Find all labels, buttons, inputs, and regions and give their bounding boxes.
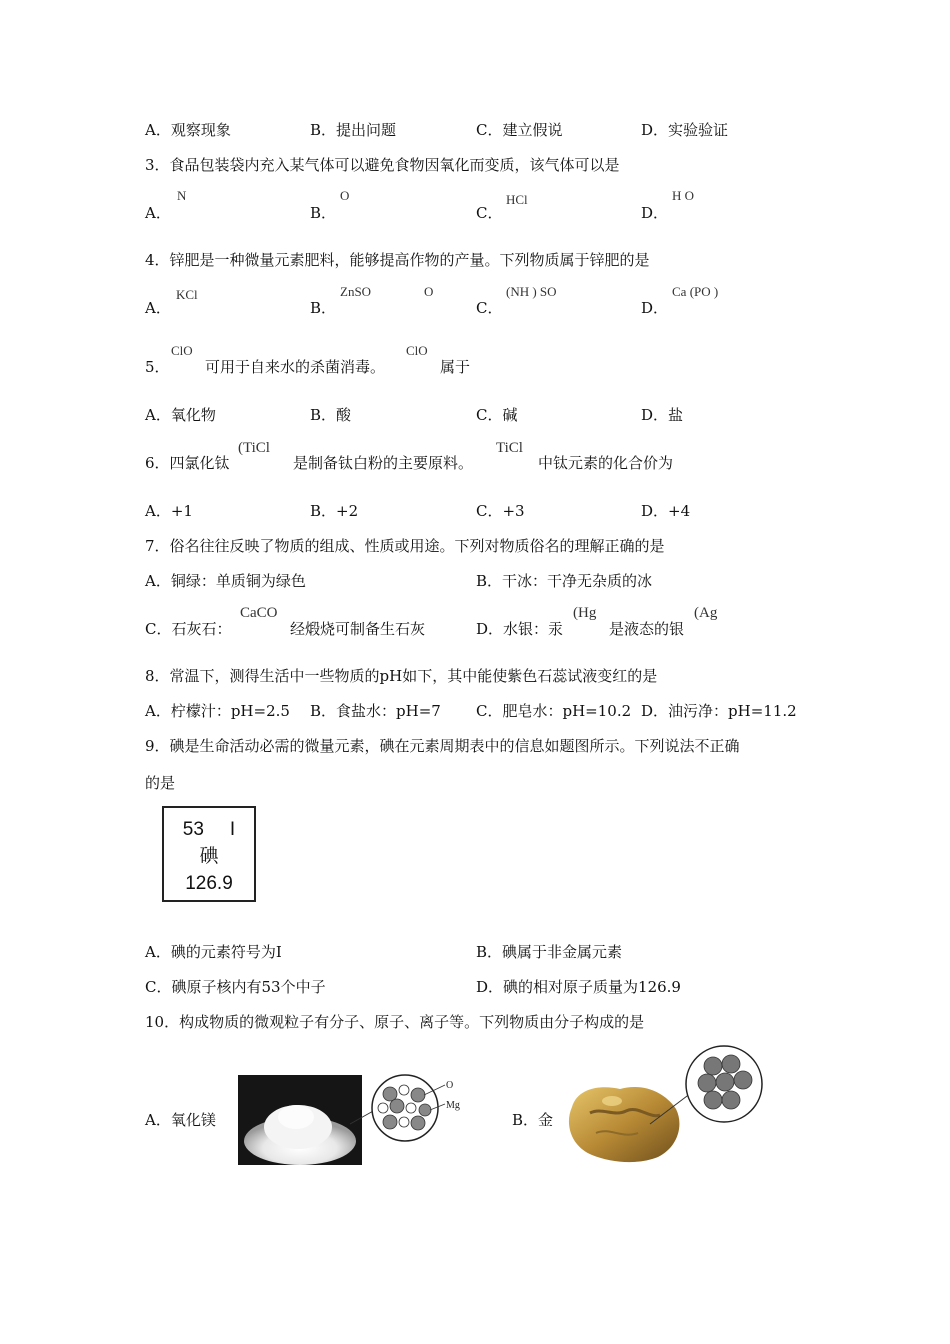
q7-option-c-1: C．石灰石：	[145, 620, 232, 638]
q5-stem-end: 属于	[440, 358, 471, 376]
q6-formula-2: TiCl	[496, 440, 523, 456]
magnesium-ion-label: Mg	[446, 1100, 460, 1111]
q5-formula-1: ClO	[171, 343, 193, 358]
q4-option-d: D．	[641, 299, 669, 317]
q7-option-a: A．铜绿：单质铜为绿色	[145, 572, 306, 590]
q3-formula-d: H O	[672, 188, 695, 203]
q7-stem: 7．俗名往往反映了物质的组成、性质或用途。下列对物质俗名的理解正确的是	[145, 537, 665, 555]
q7-formula-d-2: (Ag	[694, 605, 718, 621]
q3-formula-b: O	[340, 188, 350, 203]
q9-option-a: A．碘的元素符号为I	[145, 943, 282, 961]
q3-formula-a: N	[177, 188, 187, 203]
q6-option-d: D．+4	[641, 502, 691, 520]
q4-option-b: B．	[310, 299, 337, 317]
q6-option-a: A．+1	[145, 502, 193, 520]
q10-stem: 10．构成物质的微观粒子有分子、原子、离子等。下列物质由分子构成的是	[145, 1013, 645, 1031]
q7-option-b: B．干冰：干净无杂质的冰	[476, 572, 653, 590]
q9-stem-line-2: 的是	[145, 774, 176, 792]
q9-option-c: C．碘原子核内有53个中子	[145, 978, 326, 996]
q9-option-d: D．碘的相对原子质量为126.9	[476, 978, 681, 996]
periodic-table-cell	[162, 806, 256, 902]
q7-formula-d-1: (Hg	[573, 605, 597, 621]
element-name: 碘	[199, 846, 219, 867]
q9-stem-line-1: 9．碘是生命活动必需的微量元素，碘在元素周期表中的信息如题图所示。下列说法不正确	[145, 737, 740, 755]
q4-option-c: C．	[476, 299, 503, 317]
q3-option-c: C．	[476, 204, 503, 222]
q7-formula-c: CaCO	[240, 605, 278, 621]
q6-stem: 6．四氯化钛	[145, 454, 230, 472]
magnesium-oxide-ion-diagram	[345, 1068, 510, 1148]
q4-formula-d: Ca (PO )	[672, 284, 719, 299]
q3-stem: 3．食品包装袋内充入某气体可以避免食物因氧化而变质，该气体可以是	[145, 156, 620, 174]
oxide-ion-label: O	[446, 1080, 454, 1091]
q6-option-c: C．+3	[476, 502, 525, 520]
q10-option-a: A．氧化镁	[145, 1111, 216, 1129]
q4-formula-b-1: ZnSO	[340, 284, 372, 299]
q10-option-b: B．金	[512, 1111, 554, 1129]
q8-option-c: C．肥皂水：pH=10.2	[476, 702, 632, 720]
q4-stem: 4．锌肥是一种微量元素肥料，能够提高作物的产量。下列物质属于锌肥的是	[145, 251, 650, 269]
q2-option-b: B．提出问题	[310, 121, 397, 139]
q4-formula-c: (NH ) SO	[506, 284, 557, 299]
q4-option-a: A．	[145, 299, 171, 317]
q7-option-d-2: 是液态的银	[609, 620, 685, 638]
q3-option-b: B．	[310, 204, 337, 222]
q3-option-d: D．	[641, 204, 669, 222]
q5-option-a: A．氧化物	[145, 406, 216, 424]
q6-formula-1: (TiCl	[238, 440, 270, 456]
q5-formula-2: ClO	[406, 343, 428, 358]
q3-formula-c: HCl	[506, 192, 528, 207]
q6-option-b: B．+2	[310, 502, 359, 520]
q8-option-b: B．食盐水：pH=7	[310, 702, 441, 720]
q2-option-c: C．建立假说	[476, 121, 563, 139]
magnesium-oxide-powder-image	[238, 1075, 362, 1165]
q4-formula-a: KCl	[176, 287, 198, 302]
q9-option-b: B．碘属于非金属元素	[476, 943, 623, 961]
atomic-number: 53	[182, 819, 204, 840]
q8-stem: 8．常温下，测得生活中一些物质的pH如下，其中能使紫色石蕊试液变红的是	[145, 667, 658, 685]
q4-formula-b-2: O	[424, 284, 434, 299]
q2-option-a: A．观察现象	[145, 121, 231, 139]
atomic-mass: 126.9	[185, 873, 233, 894]
q2-option-d: D．实验验证	[641, 121, 729, 139]
q5-number: 5．	[145, 358, 170, 376]
q8-option-a: A．柠檬汁：pH=2.5	[145, 702, 290, 720]
q5-option-d: D．盐	[641, 406, 684, 424]
q6-stem-end: 中钛元素的化合价为	[538, 454, 674, 472]
q7-option-c-2: 经煅烧可制备生石灰	[290, 620, 426, 638]
element-symbol: I	[229, 819, 236, 840]
q5-stem-middle: 可用于自来水的杀菌消毒。	[205, 358, 386, 376]
q6-stem-middle: 是制备钛白粉的主要原料。	[293, 454, 474, 472]
gold-atom-diagram	[645, 1040, 770, 1130]
q5-option-c: C．碱	[476, 406, 518, 424]
q3-option-a: A．	[145, 204, 171, 222]
q8-option-d: D．油污净：pH=11.2	[641, 702, 797, 720]
q7-option-d-1: D．水银：汞	[476, 620, 564, 638]
q5-option-b: B．酸	[310, 406, 352, 424]
